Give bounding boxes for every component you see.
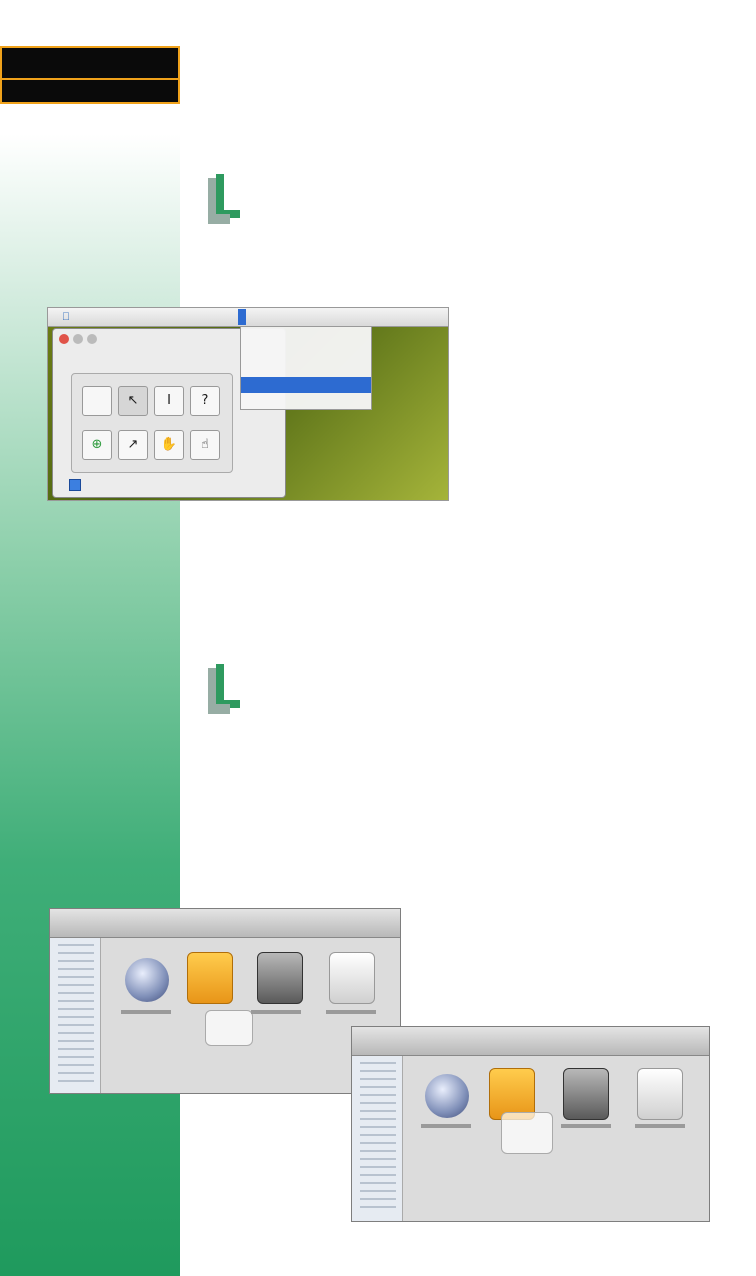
capture-dropdown-menu [240, 326, 372, 410]
volume-label [561, 1124, 611, 1128]
pointer-none [82, 386, 112, 416]
hard-disk-icon [257, 952, 303, 1004]
volume-label [251, 1010, 301, 1014]
side-gradient-strip [0, 104, 180, 1276]
minimize-icon [73, 334, 83, 344]
pointer-grid [71, 373, 233, 473]
sound-checkbox [69, 479, 85, 491]
finder-window-copy [351, 1026, 710, 1222]
menu-item-fenetre [241, 345, 371, 361]
apple-icon [62, 311, 70, 323]
menu-item-selection [241, 329, 371, 345]
volume-label [635, 1124, 685, 1128]
arrow-pointer-icon: ↖ [118, 386, 148, 416]
menu-item-ecran [241, 361, 371, 377]
volume-label [326, 1010, 376, 1014]
finder-content [403, 1056, 709, 1221]
volume-label [421, 1124, 471, 1128]
dragged-alias-icon [205, 1010, 253, 1046]
ibeam-pointer-icon: I [154, 386, 184, 416]
finder-sidebar [50, 938, 101, 1093]
menu-item-ecran-differe [241, 377, 371, 393]
menu-capture [238, 309, 246, 325]
network-volume-icon [125, 958, 169, 1002]
alias-pointer-icon: ↗ [118, 430, 148, 460]
volume-label [121, 1010, 171, 1014]
article1-dropcap [206, 176, 246, 226]
finder-sidebar [352, 1056, 403, 1221]
menu-bar [48, 308, 448, 327]
grab-hand-icon: ✋ [154, 430, 184, 460]
article1-para1-top [243, 174, 709, 236]
finder-toolbar [352, 1027, 709, 1056]
external-disk-icon [637, 1068, 683, 1120]
capture-screenshot [47, 307, 449, 501]
section-header [0, 46, 180, 104]
dragged-copy-icon [501, 1112, 553, 1154]
zoom-icon [87, 334, 97, 344]
ipod-volume-icon [187, 952, 233, 1004]
finder-window-alias [49, 908, 401, 1094]
hard-disk-icon [563, 1068, 609, 1120]
close-icon [59, 334, 69, 344]
point-hand-icon: ☝ [190, 430, 220, 460]
finder-toolbar [50, 909, 400, 938]
header-divider [0, 78, 180, 80]
external-disk-icon [329, 952, 375, 1004]
network-volume-icon [425, 1074, 469, 1118]
help-pointer-icon: ? [190, 386, 220, 416]
copy-pointer-icon: ⊕ [82, 430, 112, 460]
article2-para1 [207, 664, 709, 744]
